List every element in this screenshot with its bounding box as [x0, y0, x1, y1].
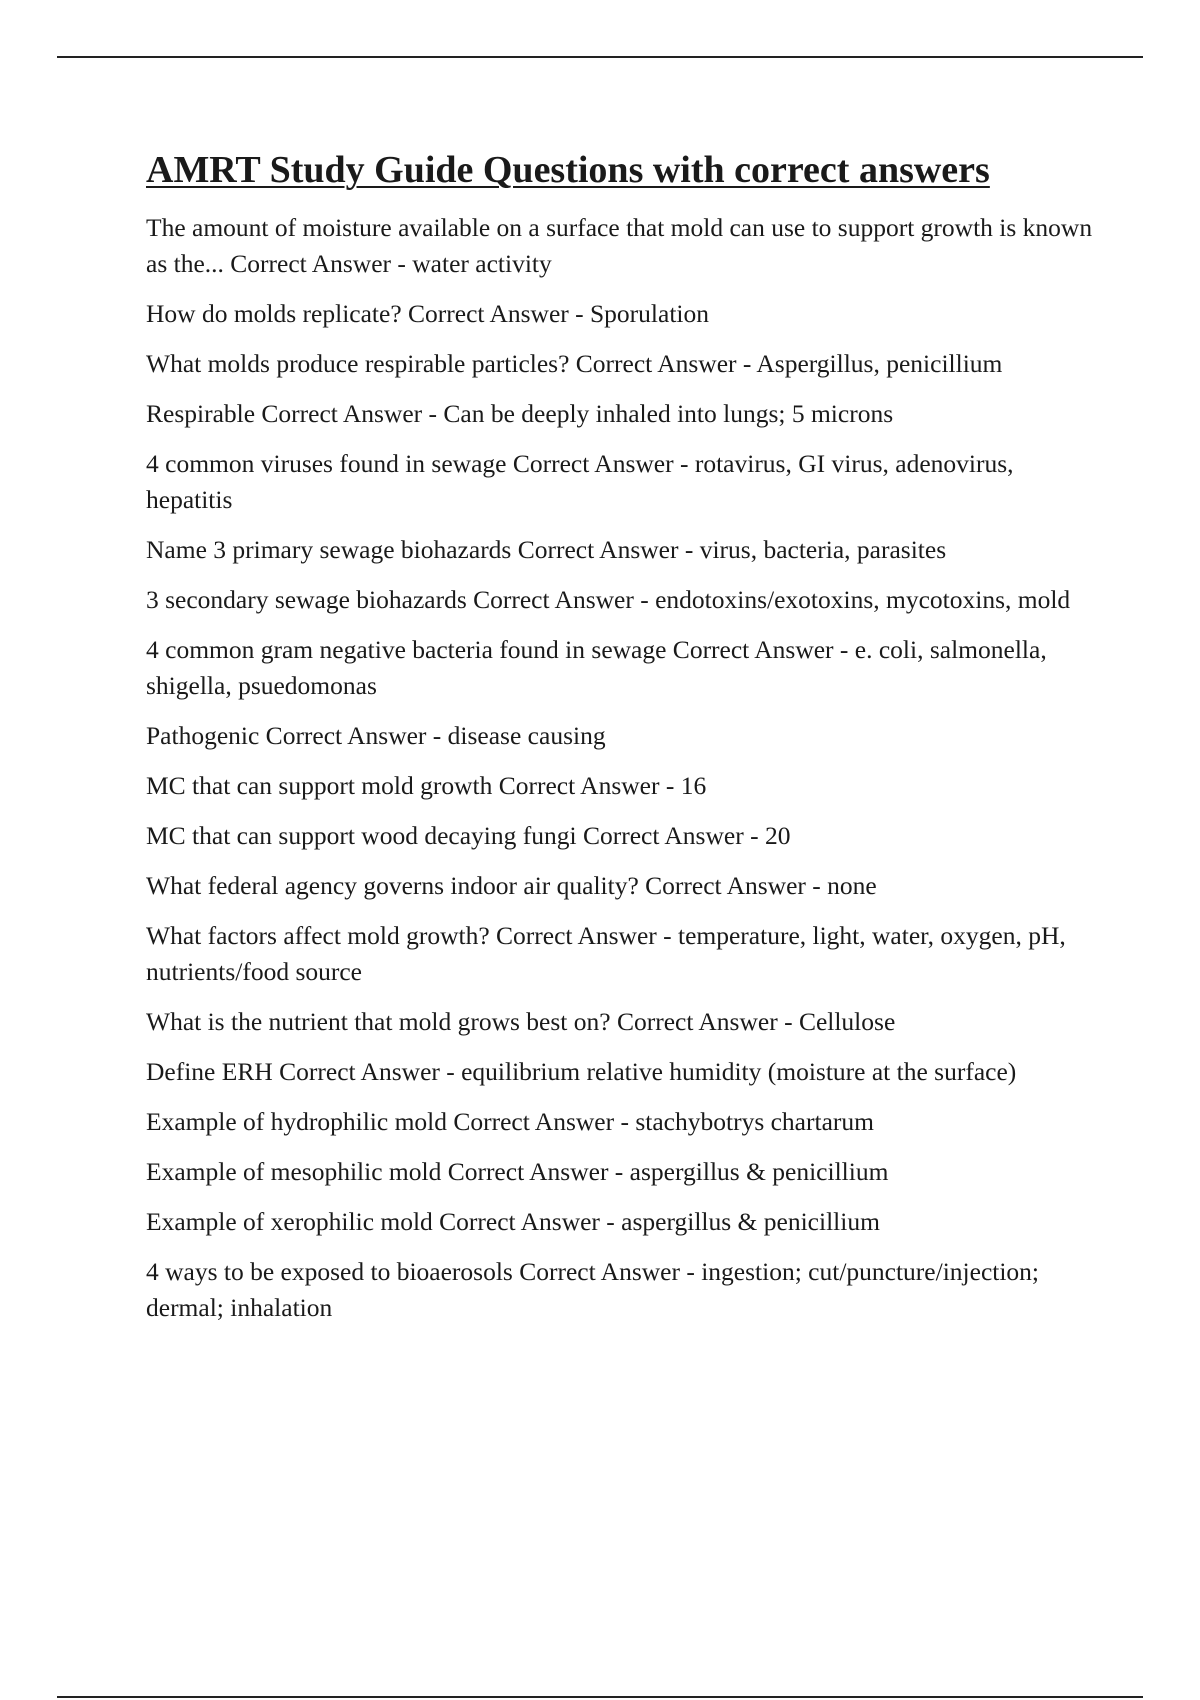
document-body	[146, 144, 1096, 1340]
qa-item: MC that can support mold growth Correct Answer - 16	[146, 771, 707, 800]
qa-item: MC that can support wood decaying fungi Correct Answer - 20	[146, 821, 791, 850]
footer-rule	[57, 1696, 1143, 1698]
qa-item: How do molds replicate? Correct Answer - Sporulation	[146, 299, 709, 328]
qa-item: Pathogenic Correct Answer - disease causing	[146, 721, 606, 750]
qa-item: Respirable Correct Answer - Can be deeply inhaled into lungs; 5 microns	[146, 399, 894, 428]
qa-item: Name 3 primary sewage biohazards Correct Answer - virus, bacteria, parasites	[146, 535, 947, 564]
qa-item: Define ERH Correct Answer - equilibrium relative humidity (moisture at the surface)	[146, 1057, 1017, 1086]
qa-item: 4 common viruses found in sewage Correct Answer - rotavirus, GI virus, adenovirus, hepatitis	[146, 449, 1014, 514]
document-title: AMRT Study Guide Questions with correct answers	[146, 149, 990, 191]
qa-item: 3 secondary sewage biohazards Correct Answer - endotoxins/exotoxins, mycotoxins, mold	[146, 585, 1071, 614]
qa-item: 4 common gram negative bacteria found in sewage Correct Answer - e. coli, salmonella, shigella, psuedomonas	[146, 635, 1047, 700]
qa-item: Example of hydrophilic mold Correct Answer - stachybotrys chartarum	[146, 1107, 874, 1136]
header-rule	[57, 56, 1143, 58]
qa-item: Example of xerophilic mold Correct Answer - aspergillus & penicillium	[146, 1207, 880, 1236]
qa-item: Example of mesophilic mold Correct Answer - aspergillus & penicillium	[146, 1157, 889, 1186]
qa-item: What molds produce respirable particles? Correct Answer - Aspergillus, penicillium	[146, 349, 1003, 378]
qa-item: What factors affect mold growth? Correct Answer - temperature, light, water, oxygen, pH, nutrients/food source	[146, 921, 1066, 986]
qa-item: What federal agency governs indoor air quality? Correct Answer - none	[146, 871, 877, 900]
qa-item: What is the nutrient that mold grows best on? Correct Answer - Cellulose	[146, 1007, 896, 1036]
qa-item: The amount of moisture available on a surface that mold can use to support growth is known as the... Correct Answer - water activity	[146, 213, 1093, 278]
qa-item: 4 ways to be exposed to bioaerosols Correct Answer - ingestion; cut/puncture/injection; dermal; inhalation	[146, 1257, 1040, 1322]
